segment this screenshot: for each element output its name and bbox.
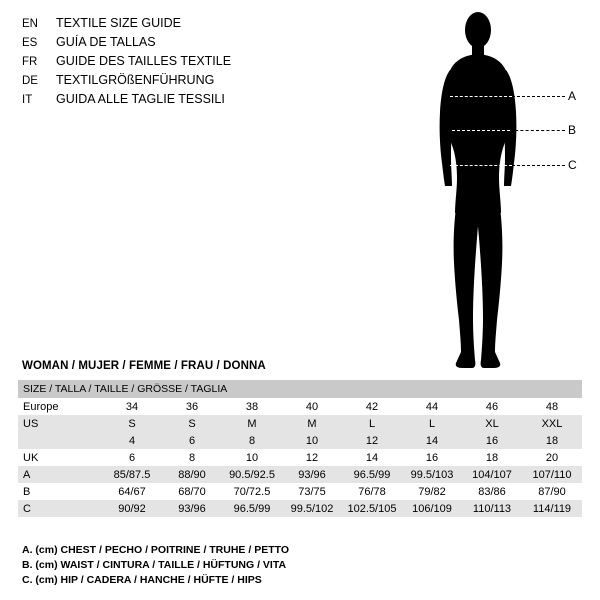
hip-measure-line-outer xyxy=(512,165,565,166)
cell: 90/92 xyxy=(102,500,162,517)
chest-measure-line-inner xyxy=(450,96,512,97)
row-label: US xyxy=(18,415,102,432)
table-row xyxy=(18,415,582,432)
cell: 102.5/105 xyxy=(342,500,402,517)
cell: 44 xyxy=(402,398,462,415)
cell: 10 xyxy=(282,432,342,449)
language-title: TEXTILGRÖßENFÜHRUNG xyxy=(56,73,215,87)
cell: 14 xyxy=(402,432,462,449)
cell: 18 xyxy=(522,432,582,449)
cell: 6 xyxy=(162,432,222,449)
language-code: IT xyxy=(22,94,33,106)
row-label xyxy=(18,432,102,449)
cell: 93/96 xyxy=(282,466,342,483)
language-title: TEXTILE SIZE GUIDE xyxy=(56,16,182,30)
cell: 79/82 xyxy=(402,483,462,500)
cell: XXL xyxy=(522,415,582,432)
chest-measure-line-outer xyxy=(512,96,565,97)
cell: 107/110 xyxy=(522,466,582,483)
cell: S xyxy=(162,415,222,432)
female-body-silhouette-icon xyxy=(400,8,590,373)
cell: 85/87.5 xyxy=(102,466,162,483)
cell: 93/96 xyxy=(162,500,222,517)
cell: 76/78 xyxy=(342,483,402,500)
table-row xyxy=(18,500,582,517)
female-silhouette-figure xyxy=(400,8,590,373)
cell: 4 xyxy=(102,432,162,449)
section-title: WOMAN / MUJER / FEMME / FRAU / DONNA xyxy=(22,360,266,372)
cell: 34 xyxy=(102,398,162,415)
legend-line-a: A. (cm) CHEST / PECHO / POITRINE / TRUHE / PETTO xyxy=(22,544,290,556)
row-label: B xyxy=(18,483,102,500)
cell: 104/107 xyxy=(462,466,522,483)
cell: 14 xyxy=(342,449,402,466)
cell: 83/86 xyxy=(462,483,522,500)
language-title: GUÍA DE TALLAS xyxy=(56,35,156,49)
cell: 99.5/102 xyxy=(282,500,342,517)
waist-measure-line-outer xyxy=(510,130,565,131)
cell: 73/75 xyxy=(282,483,342,500)
row-label: C xyxy=(18,500,102,517)
table-row xyxy=(18,449,582,466)
cell: 48 xyxy=(522,398,582,415)
size-table xyxy=(18,380,582,517)
language-row xyxy=(22,52,322,71)
cell: XL xyxy=(462,415,522,432)
cell: 99.5/103 xyxy=(402,466,462,483)
cell: 64/67 xyxy=(102,483,162,500)
language-row xyxy=(22,71,322,90)
cell: 12 xyxy=(342,432,402,449)
cell: 8 xyxy=(222,432,282,449)
cell: 96.5/99 xyxy=(222,500,282,517)
row-label: Europe xyxy=(18,398,102,415)
table-row xyxy=(18,466,582,483)
cell: 16 xyxy=(462,432,522,449)
language-code: FR xyxy=(22,56,38,68)
cell: L xyxy=(402,415,462,432)
cell: M xyxy=(282,415,342,432)
cell: 40 xyxy=(282,398,342,415)
cell: 88/90 xyxy=(162,466,222,483)
cell: M xyxy=(222,415,282,432)
language-row xyxy=(22,33,322,52)
cell: S xyxy=(102,415,162,432)
size-table-container xyxy=(18,380,582,517)
language-title: GUIDA ALLE TAGLIE TESSILI xyxy=(56,92,225,106)
cell: L xyxy=(342,415,402,432)
cell: 96.5/99 xyxy=(342,466,402,483)
language-code: EN xyxy=(22,18,38,30)
waist-measure-line-inner xyxy=(452,130,510,131)
cell: 36 xyxy=(162,398,222,415)
language-code: DE xyxy=(22,75,38,87)
cell: 110/113 xyxy=(462,500,522,517)
language-row xyxy=(22,90,322,109)
measure-label-b: B xyxy=(568,123,577,137)
cell: 68/70 xyxy=(162,483,222,500)
cell: 10 xyxy=(222,449,282,466)
cell: 70/72.5 xyxy=(222,483,282,500)
cell: 46 xyxy=(462,398,522,415)
cell: 16 xyxy=(402,449,462,466)
measure-label-a: A xyxy=(568,89,577,103)
language-code: ES xyxy=(22,37,38,49)
cell: 38 xyxy=(222,398,282,415)
legend-line-c: C. (cm) HIP / CADERA / HANCHE / HÜFTE / HIPS xyxy=(22,574,262,586)
cell: 90.5/92.5 xyxy=(222,466,282,483)
cell: 18 xyxy=(462,449,522,466)
table-row xyxy=(18,483,582,500)
language-header xyxy=(22,14,322,109)
cell: 114/119 xyxy=(522,500,582,517)
cell: 12 xyxy=(282,449,342,466)
row-label: UK xyxy=(18,449,102,466)
table-row xyxy=(18,432,582,449)
table-header-row xyxy=(18,380,582,398)
table-row xyxy=(18,398,582,415)
cell: 87/90 xyxy=(522,483,582,500)
cell: 8 xyxy=(162,449,222,466)
hip-measure-line-inner xyxy=(450,165,512,166)
language-title: GUIDE DES TAILLES TEXTILE xyxy=(56,54,232,68)
language-row xyxy=(22,14,322,33)
table-header-label: SIZE / TALLA / TAILLE / GRÖSSE / TAGLIA xyxy=(18,380,582,398)
cell: 20 xyxy=(522,449,582,466)
cell: 42 xyxy=(342,398,402,415)
measurement-legend xyxy=(22,543,542,588)
legend-line-b: B. (cm) WAIST / CINTURA / TAILLE / HÜFTUNG / VITA xyxy=(22,559,287,571)
cell: 6 xyxy=(102,449,162,466)
measure-label-c: C xyxy=(568,158,577,172)
cell: 106/109 xyxy=(402,500,462,517)
row-label: A xyxy=(18,466,102,483)
